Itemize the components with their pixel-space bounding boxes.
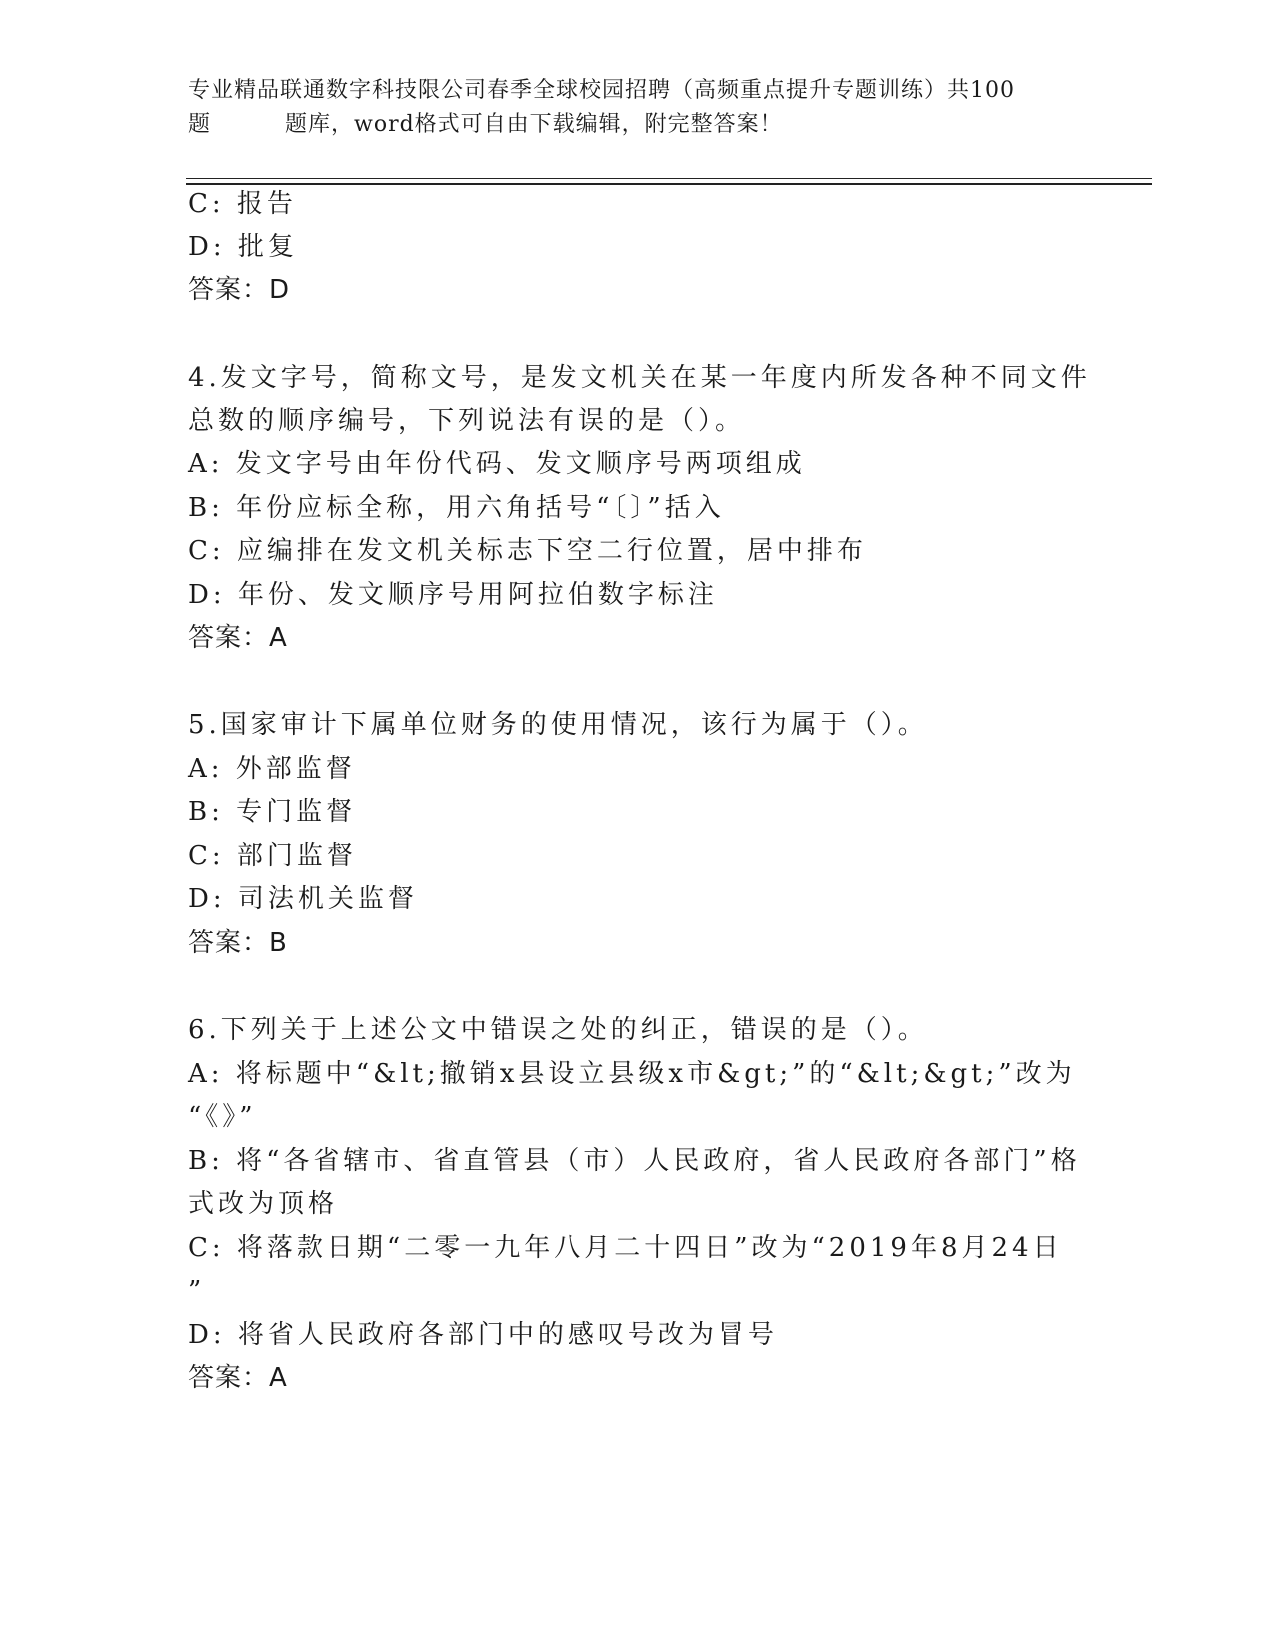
header-title-line2-text: 题库，word格式可自由下载编辑，附完整答案！ [285,112,783,137]
question-line: 4.发文字号，简称文号，是发文机关在某一年度内所发各种不同文件 [188,363,1091,393]
option-line: C: 将落款日期“二零一九年八月二十四日”改为“2019年8月24日 [188,1233,1063,1263]
option-line: C: 部门监督 [188,841,357,871]
header-divider-thick [186,183,1152,185]
option-line: B: 专门监督 [188,797,357,827]
option-line: D: 司法机关监督 [188,884,418,914]
option-line: “《》” [188,1102,257,1132]
option-line: D: 年份、发文顺序号用阿拉伯数字标注 [188,580,718,610]
header-title-line2-prefix: 题 [188,112,212,137]
answer-line: 答案：B [188,928,288,958]
answer-line: 答案：A [188,1363,288,1393]
option-line: D: 将省人民政府各部门中的感叹号改为冒号 [188,1320,778,1350]
question-line: 总数的顺序编号，下列说法有误的是（）。 [188,406,746,436]
question-line: 5.国家审计下属单位财务的使用情况，该行为属于（）。 [188,710,928,740]
option-line: C: 报告 [188,189,297,219]
option-line: B: 将“各省辖市、省直管县（市）人民政府，省人民政府各部门”格 [188,1146,1081,1176]
option-line: ” [188,1276,206,1306]
option-line: B: 年份应标全称，用六角括号“〔〕”括入 [188,493,725,523]
answer-line: 答案：A [188,623,288,653]
header-divider-thin [186,178,1152,179]
option-line: 式改为顶格 [188,1189,339,1219]
option-line: A: 将标题中“&lt;撤销x县设立县级x市&gt;”的“&lt;&gt;”改为 [188,1059,1076,1089]
option-line: C: 应编排在发文机关标志下空二行位置，居中排布 [188,536,867,566]
question-line: 6.下列关于上述公文中错误之处的纠正，错误的是（）。 [188,1015,928,1045]
page-header [188,74,1088,142]
answer-line: 答案：D [188,275,291,305]
header-title-line1: 专业精品联通数字科技限公司春季全球校园招聘（高频重点提升专题训练）共100 [188,78,1015,103]
option-line: D: 批复 [188,232,298,262]
option-line: A: 外部监督 [188,754,356,784]
option-line: A: 发文字号由年份代码、发文顺序号两项组成 [188,449,806,479]
header-title-line2 [188,108,1088,142]
